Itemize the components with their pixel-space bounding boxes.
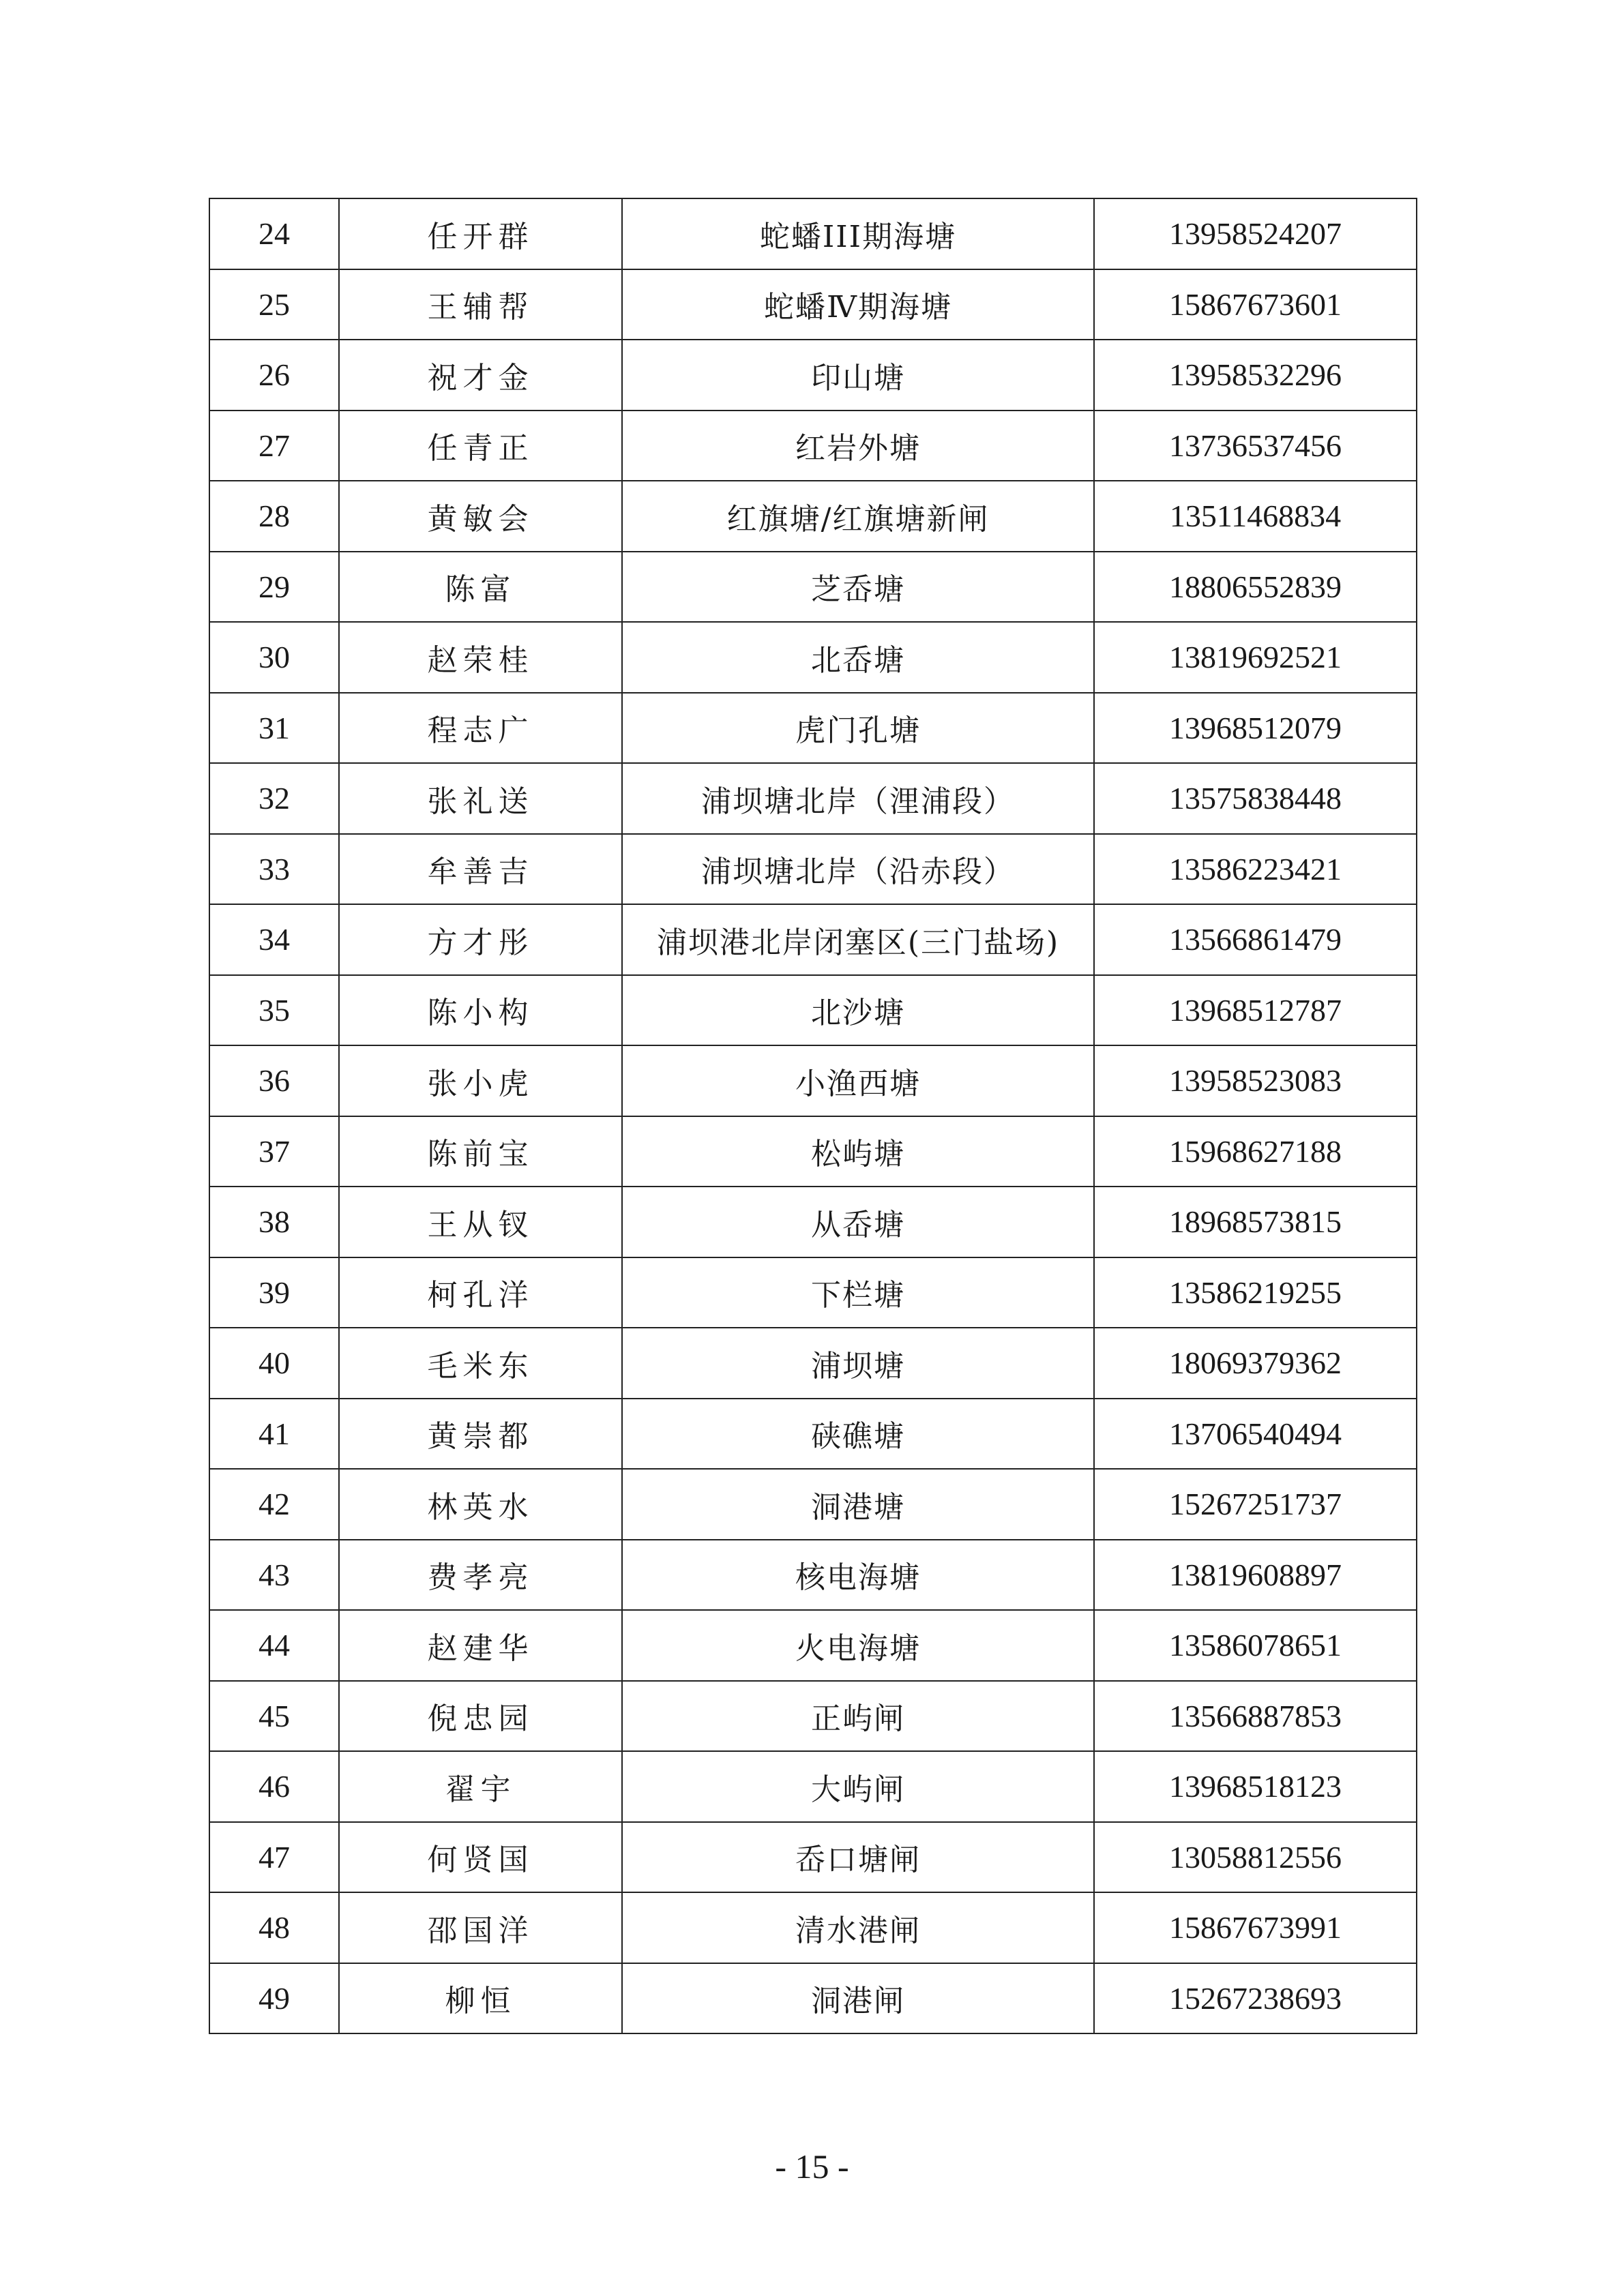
table-row	[209, 1187, 1417, 1257]
phone-number: 13958523083	[1094, 1045, 1417, 1116]
seawall-location: 火电海塘	[622, 1610, 1094, 1681]
row-number: 42	[209, 1469, 339, 1540]
person-name: 何贤国	[339, 1822, 622, 1893]
phone-number: 13511468834	[1094, 481, 1417, 552]
table-row	[209, 198, 1417, 269]
phone-number: 13958532296	[1094, 340, 1417, 411]
table-row	[209, 269, 1417, 340]
row-number: 32	[209, 763, 339, 834]
person-name: 赵建华	[339, 1610, 622, 1681]
table-row	[209, 975, 1417, 1046]
table-row	[209, 904, 1417, 975]
person-name: 黄崇都	[339, 1399, 622, 1470]
table-row	[209, 481, 1417, 552]
person-name: 祝才金	[339, 340, 622, 411]
table-row	[209, 1116, 1417, 1187]
person-name: 倪忠园	[339, 1681, 622, 1752]
row-number: 39	[209, 1257, 339, 1328]
person-name: 张小虎	[339, 1045, 622, 1116]
person-name: 翟宇	[339, 1751, 622, 1822]
row-number: 40	[209, 1328, 339, 1399]
phone-number: 15267238693	[1094, 1963, 1417, 2034]
phone-number: 13968518123	[1094, 1751, 1417, 1822]
person-name: 费孝亮	[339, 1540, 622, 1611]
row-number: 34	[209, 904, 339, 975]
row-number: 45	[209, 1681, 339, 1752]
person-name: 赵荣桂	[339, 622, 622, 693]
seawall-location: 岙口塘闸	[622, 1822, 1094, 1893]
row-number: 38	[209, 1187, 339, 1257]
phone-number: 13575838448	[1094, 763, 1417, 834]
phone-number: 13566861479	[1094, 904, 1417, 975]
phone-number: 13706540494	[1094, 1399, 1417, 1470]
row-number: 31	[209, 693, 339, 764]
table-row	[209, 411, 1417, 481]
table-row	[209, 1681, 1417, 1752]
phone-number: 15968627188	[1094, 1116, 1417, 1187]
table-row	[209, 340, 1417, 411]
seawall-location: 北沙塘	[622, 975, 1094, 1046]
row-number: 37	[209, 1116, 339, 1187]
phone-number: 13958524207	[1094, 198, 1417, 269]
row-number: 29	[209, 552, 339, 623]
seawall-location: 印山塘	[622, 340, 1094, 411]
seawall-location: 洞港塘	[622, 1469, 1094, 1540]
person-name: 牟善吉	[339, 834, 622, 905]
seawall-location: 松屿塘	[622, 1116, 1094, 1187]
contact-table-body	[209, 198, 1417, 2033]
seawall-location: 下栏塘	[622, 1257, 1094, 1328]
row-number: 44	[209, 1610, 339, 1681]
seawall-location: 硖礁塘	[622, 1399, 1094, 1470]
row-number: 24	[209, 198, 339, 269]
person-name: 陈前宝	[339, 1116, 622, 1187]
phone-number: 13968512079	[1094, 693, 1417, 764]
table-row	[209, 1469, 1417, 1540]
person-name: 任青正	[339, 411, 622, 481]
table-row	[209, 552, 1417, 623]
seawall-location: 蛇蟠Ⅳ期海塘	[622, 269, 1094, 340]
row-number: 49	[209, 1963, 339, 2034]
page-number: - 15 -	[775, 2147, 849, 2186]
row-number: 43	[209, 1540, 339, 1611]
row-number: 35	[209, 975, 339, 1046]
person-name: 黄敏会	[339, 481, 622, 552]
seawall-location: 浦坝塘北岸（浬浦段）	[622, 763, 1094, 834]
phone-number: 13968512787	[1094, 975, 1417, 1046]
phone-number: 13586219255	[1094, 1257, 1417, 1328]
seawall-location: 核电海塘	[622, 1540, 1094, 1611]
table-row	[209, 1963, 1417, 2034]
table-row	[209, 763, 1417, 834]
seawall-location: 清水港闸	[622, 1892, 1094, 1963]
table-row	[209, 1257, 1417, 1328]
seawall-location: 红旗塘/红旗塘新闸	[622, 481, 1094, 552]
person-name: 程志广	[339, 693, 622, 764]
seawall-location: 蛇蟠III期海塘	[622, 198, 1094, 269]
row-number: 48	[209, 1892, 339, 1963]
seawall-location: 正屿闸	[622, 1681, 1094, 1752]
table-row	[209, 1610, 1417, 1681]
person-name: 陈小构	[339, 975, 622, 1046]
phone-number: 18968573815	[1094, 1187, 1417, 1257]
person-name: 张礼送	[339, 763, 622, 834]
seawall-location: 芝岙塘	[622, 552, 1094, 623]
seawall-location: 从岙塘	[622, 1187, 1094, 1257]
row-number: 33	[209, 834, 339, 905]
table-row	[209, 1751, 1417, 1822]
table-row	[209, 622, 1417, 693]
phone-number: 13586223421	[1094, 834, 1417, 905]
seawall-location: 北岙塘	[622, 622, 1094, 693]
phone-number: 13586078651	[1094, 1610, 1417, 1681]
phone-number: 18069379362	[1094, 1328, 1417, 1399]
person-name: 王辅帮	[339, 269, 622, 340]
row-number: 26	[209, 340, 339, 411]
seawall-location: 浦坝塘北岸（沿赤段）	[622, 834, 1094, 905]
table-row	[209, 1822, 1417, 1893]
phone-number: 13736537456	[1094, 411, 1417, 481]
phone-number: 13058812556	[1094, 1822, 1417, 1893]
seawall-location: 浦坝塘	[622, 1328, 1094, 1399]
person-name: 柳恒	[339, 1963, 622, 2034]
person-name: 林英水	[339, 1469, 622, 1540]
person-name: 毛米东	[339, 1328, 622, 1399]
table-row	[209, 1540, 1417, 1611]
row-number: 25	[209, 269, 339, 340]
phone-number: 13819692521	[1094, 622, 1417, 693]
seawall-location: 虎门孔塘	[622, 693, 1094, 764]
row-number: 41	[209, 1399, 339, 1470]
table-row	[209, 1328, 1417, 1399]
seawall-location: 红岩外塘	[622, 411, 1094, 481]
row-number: 46	[209, 1751, 339, 1822]
phone-number: 18806552839	[1094, 552, 1417, 623]
seawall-location: 大屿闸	[622, 1751, 1094, 1822]
phone-number: 15867673601	[1094, 269, 1417, 340]
seawall-location: 浦坝港北岸闭塞区(三门盐场)	[622, 904, 1094, 975]
row-number: 47	[209, 1822, 339, 1893]
table-row	[209, 1399, 1417, 1470]
person-name: 任开群	[339, 198, 622, 269]
seawall-location: 洞港闸	[622, 1963, 1094, 2034]
table-row	[209, 834, 1417, 905]
person-name: 柯孔洋	[339, 1257, 622, 1328]
contact-table	[209, 198, 1417, 2034]
table-row	[209, 693, 1417, 764]
row-number: 36	[209, 1045, 339, 1116]
row-number: 28	[209, 481, 339, 552]
phone-number: 15267251737	[1094, 1469, 1417, 1540]
table-row	[209, 1045, 1417, 1116]
person-name: 方才彤	[339, 904, 622, 975]
row-number: 27	[209, 411, 339, 481]
person-name: 王从钗	[339, 1187, 622, 1257]
phone-number: 13819608897	[1094, 1540, 1417, 1611]
person-name: 邵国洋	[339, 1892, 622, 1963]
person-name: 陈富	[339, 552, 622, 623]
phone-number: 13566887853	[1094, 1681, 1417, 1752]
table-row	[209, 1892, 1417, 1963]
seawall-location: 小渔西塘	[622, 1045, 1094, 1116]
phone-number: 15867673991	[1094, 1892, 1417, 1963]
row-number: 30	[209, 622, 339, 693]
